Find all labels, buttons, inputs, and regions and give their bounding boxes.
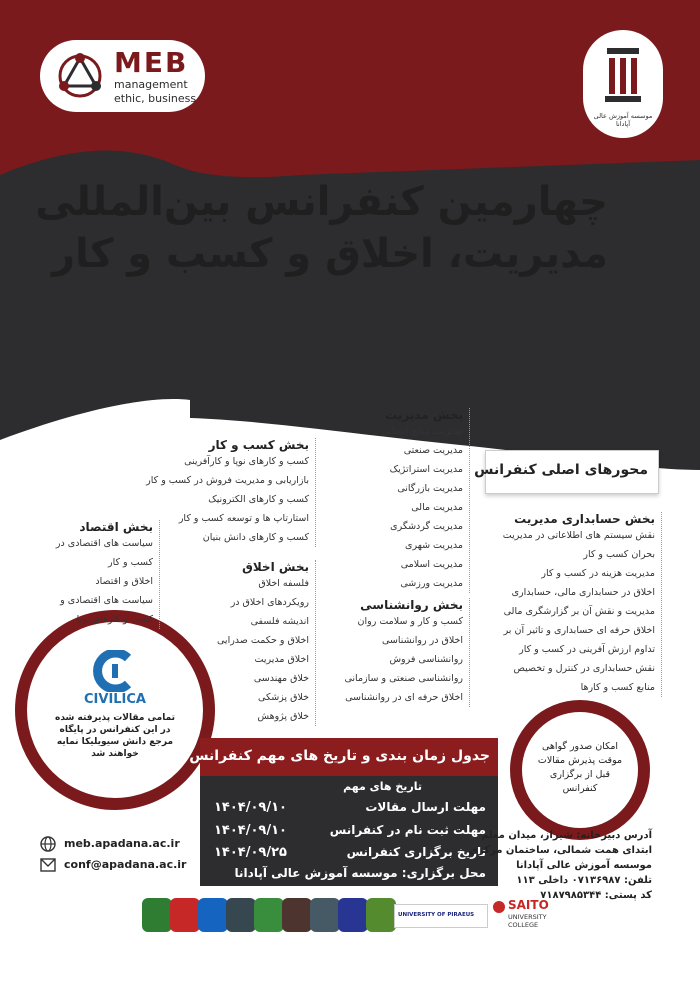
- ethics-heading: بخش اخلاق: [242, 560, 309, 574]
- address-line: ابتدای همت شمالی، ساختمان مرکزی: [468, 845, 652, 856]
- meb-emblem-icon: [52, 48, 108, 104]
- list-item: مدیریت هزینه در کسب و کار: [541, 568, 655, 579]
- civilica-text: [40, 712, 190, 760]
- section-psychology: [333, 598, 470, 707]
- sponsor-logo-6: [282, 898, 312, 932]
- section-accounting: [497, 512, 662, 697]
- conference-title-line1: چهارمین کنفرانس بین‌المللی: [35, 179, 608, 225]
- schedule-subtitle: تاریخ های مهم: [343, 780, 422, 793]
- list-item: اخلاق و حکمت صدرایی: [217, 635, 309, 646]
- sponsor-logo-7: [310, 898, 340, 932]
- list-item: اخلاق در حسابداری مالی، حسابداری: [511, 587, 655, 598]
- sponsor-logo-1: [142, 898, 172, 932]
- axes-heading-text: محورهای اصلی کنفرانس: [474, 462, 648, 478]
- list-item: روانشناسی صنعتی و سازمانی: [344, 673, 463, 684]
- list-item: کسب و کارهای دانش بنیان: [202, 532, 309, 543]
- list-item: کسب و کارهای الکترونیک: [208, 494, 309, 505]
- sponsor-logo-9: [366, 898, 396, 932]
- web-icon: [40, 836, 56, 852]
- list-item: اخلاق در روانشناسی: [382, 635, 463, 646]
- certificate-text: [528, 740, 632, 796]
- section-ethics: [199, 560, 316, 726]
- email-link[interactable]: conf@apadana.ac.ir: [64, 858, 187, 871]
- list-item: نقش حسابداری در کنترل و تخصیص: [513, 663, 655, 674]
- sponsor-logo-8: [338, 898, 368, 932]
- piraeus-name: UNIVERSITY OF PIRAEUS: [398, 912, 475, 918]
- website-link[interactable]: meb.apadana.ac.ir: [64, 837, 180, 850]
- address-block: [462, 828, 652, 903]
- schedule-row-date: ۱۴۰۴/۰۹/۱۰: [214, 823, 287, 838]
- section-management: [353, 408, 470, 593]
- sponsor-logo-2: [170, 898, 200, 932]
- apadana-emblem-icon: [601, 44, 645, 104]
- list-item: مدیریت صنعتی: [403, 445, 463, 456]
- section-economics: [43, 520, 160, 629]
- civilica-line: در این کنفرانس در پایگاه: [59, 725, 171, 735]
- sponsor-logo-3: [198, 898, 228, 932]
- list-item: مدیریت ورزشی: [400, 578, 463, 589]
- apadana-caption: موسسه آموزش عالی آپادانا: [593, 112, 653, 128]
- civilica-line: تمامی مقالات پذیرفته شده: [55, 713, 175, 723]
- civilica-line: خواهند شد: [91, 749, 139, 759]
- list-item: مدیریت اسلامی: [400, 559, 463, 570]
- list-item: کسب و کار: [108, 557, 153, 568]
- list-item: کسب و کارهای نوپا و کارآفرینی: [184, 456, 309, 467]
- list-item: اخلاق حرفه ای حسابداری و تاثیر آن بر: [503, 625, 655, 636]
- list-item: سیاست های اقتصادی در: [55, 538, 153, 549]
- piraeus-logo: [394, 904, 488, 928]
- list-item: مدیریت بازرگانی: [397, 483, 463, 494]
- saito-name: SAITO: [508, 898, 549, 912]
- schedule-title: جدول زمان بندی و تاریخ های مهم کنفرانس: [189, 748, 490, 764]
- list-item: مدیریت و نقش آن بر گزارشگری مالی: [503, 606, 655, 617]
- list-item: بازاریابی و مدیریت فروش در کسب و کار: [146, 475, 309, 486]
- certificate-line: موقت پذیرش مقالات: [537, 755, 623, 766]
- schedule-venue: محل برگزاری: موسسه آموزش عالی آپادانا: [234, 866, 486, 880]
- meb-line2: ethic, business: [114, 92, 197, 105]
- section-business: [146, 438, 316, 547]
- list-item: کسب و کارهای نوپا: [76, 614, 153, 625]
- axes-heading: [474, 450, 659, 494]
- schedule-row-label: مهلت ارسال مقالات: [365, 800, 486, 814]
- list-item: خلاق مهندسی: [253, 673, 309, 684]
- saito-logo: [492, 898, 556, 934]
- address-line: موسسه آموزش عالی آپادانا: [516, 860, 652, 871]
- meb-logo: [40, 40, 205, 112]
- sponsor-logo-5: [254, 898, 284, 932]
- list-item: اخلاق و اقتصاد: [95, 576, 153, 587]
- list-item: سیاست های اقتصادی و: [60, 595, 153, 606]
- civilica-brand: CIVILICA: [84, 692, 146, 707]
- list-item: مدیریت شهری: [405, 540, 463, 551]
- certificate-line: قبل از برگزاری: [549, 769, 611, 780]
- business-heading: بخش کسب و کار: [208, 438, 309, 452]
- list-item: اخلاق مدیریت: [254, 654, 309, 665]
- list-item: منابع کسب و کارها: [580, 682, 655, 693]
- accounting-heading: بخش حسابداری مدیریت: [514, 512, 655, 526]
- conference-title-line2: مدیریت، اخلاق و کسب و کار: [52, 231, 608, 277]
- schedule-row-label: مهلت ثبت نام در کنفرانس: [329, 823, 486, 837]
- list-item: مدیریت استراتژیک: [389, 464, 463, 475]
- list-item: فلسفه اخلاق: [258, 578, 309, 589]
- saito-sub1: UNIVERSITY: [508, 913, 547, 921]
- list-item: تداوم ارزش آفرینی در کسب و کار: [519, 644, 655, 655]
- list-item: کسب و کار و سلامت روان: [357, 616, 463, 627]
- list-item: نقش سیستم های اطلاعاتی در مدیریت: [502, 530, 655, 541]
- email-icon: [40, 858, 56, 872]
- address-line: آدرس دبیرخانه: شیراز، میدان معلم: [481, 830, 652, 841]
- civilica-logo-icon: [88, 650, 142, 692]
- schedule-row-label: تاریخ برگزاری کنفرانس: [346, 845, 486, 859]
- saito-sub2: COLLEGE: [508, 921, 539, 929]
- schedule-row-date: ۱۴۰۴/۰۹/۱۰: [214, 800, 287, 815]
- list-item: بحران کسب و کار: [583, 549, 655, 560]
- list-item: خلاق پژوهش: [257, 711, 309, 722]
- list-item: مدیریت مالی: [411, 502, 463, 513]
- schedule-row-date: ۱۴۰۴/۰۹/۲۵: [214, 845, 287, 860]
- list-item: استارتاپ ها و توسعه کسب و کار: [178, 513, 309, 524]
- meb-line1: management: [114, 78, 188, 91]
- list-item: مدیریت گردشگری: [390, 521, 463, 532]
- certificate-line: کنفرانس: [562, 783, 598, 794]
- psychology-heading: بخش روانشناسی: [360, 598, 463, 612]
- list-item: خلاق پزشکی: [258, 692, 309, 703]
- saito-icon: [492, 900, 506, 914]
- list-item: اخلاق حرفه ای در روانشناسی: [345, 692, 463, 703]
- postal-code: کد پستی: ۷۱۸۷۹۸۵۳۴۴: [540, 890, 652, 901]
- list-item: روانشناسی فروش: [389, 654, 463, 665]
- sponsor-logo-4: [226, 898, 256, 932]
- management-heading: بخش مدیریت: [385, 408, 463, 422]
- list-item: اندیشه فلسفی: [250, 616, 309, 627]
- list-item: رویکردهای اخلاق در: [230, 597, 309, 608]
- certificate-line: امکان صدور گواهی: [541, 741, 619, 752]
- list-item: مدیریت منابع انسانی: [381, 426, 463, 437]
- meb-brand: MEB: [114, 46, 189, 79]
- phone: تلفن: ۰۷۱۳۶۹۸۷ داخلی ۱۱۳: [516, 875, 652, 886]
- civilica-line: مرجع دانش سیویلیکا نمایه: [56, 737, 174, 747]
- apadana-logo: [583, 30, 663, 138]
- economics-heading: بخش اقتصاد: [79, 520, 153, 534]
